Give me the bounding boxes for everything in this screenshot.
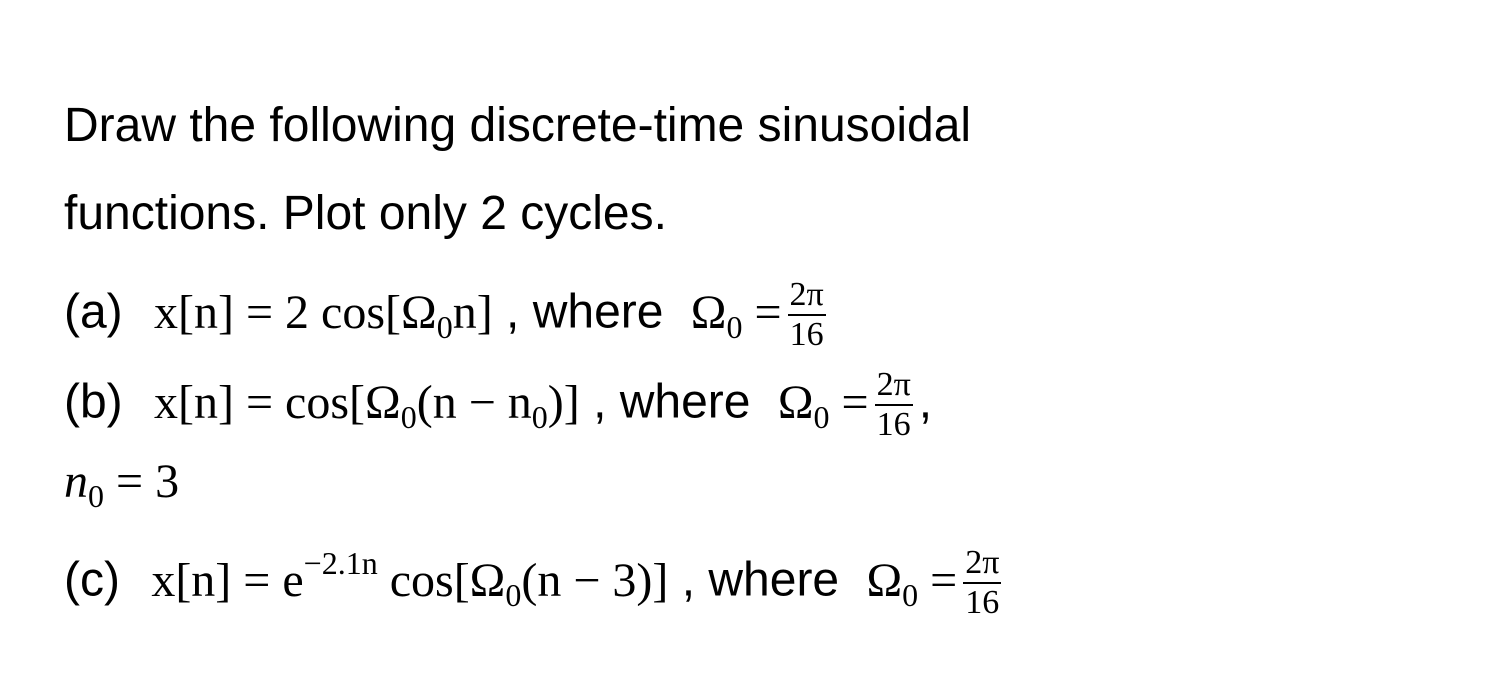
item-c-formula: $x[n] = e^{-2.1n}$ $\cos[\Omega_0(n - 3)]$ [151, 544, 669, 613]
item-a-formula: x[n] = 2 $\cos[\Omega_0n]$ [154, 285, 493, 345]
item-b-trailing-comma: , [918, 375, 933, 429]
item-b-label: (b) [64, 375, 123, 429]
item-b [64, 368, 932, 442]
item-b-continuation: $n_0 = 3$ [64, 455, 180, 514]
item-a-param: $\Omega_0$ = [690, 285, 782, 345]
item-c-param: $\Omega_0$ = [866, 553, 958, 613]
intro-line-1: Draw the following discrete-time sinusoidal [64, 99, 972, 152]
item-c-fraction: $\frac{2\pi}{16}$ [965, 544, 1000, 621]
item-a-fraction: $\frac{2\pi}{16}$ [789, 276, 824, 353]
item-a-label: (a) [64, 285, 123, 339]
item-c [64, 546, 1007, 620]
item-a-where: , where [506, 285, 664, 339]
item-c-where: , where [681, 553, 840, 607]
item-a [64, 278, 832, 352]
item-b-where: , where [593, 375, 751, 429]
item-b-formula: $x[n] = \cos[\Omega_0(n - n_0)]$ [154, 375, 580, 435]
intro-line-2: functions. Plot only 2 cycles. [64, 187, 667, 240]
item-c-label: (c) [64, 553, 120, 607]
item-b-fraction: $\frac{2\pi}{16}$ [876, 366, 911, 443]
item-b-param: $\Omega_0$ = [777, 375, 869, 435]
